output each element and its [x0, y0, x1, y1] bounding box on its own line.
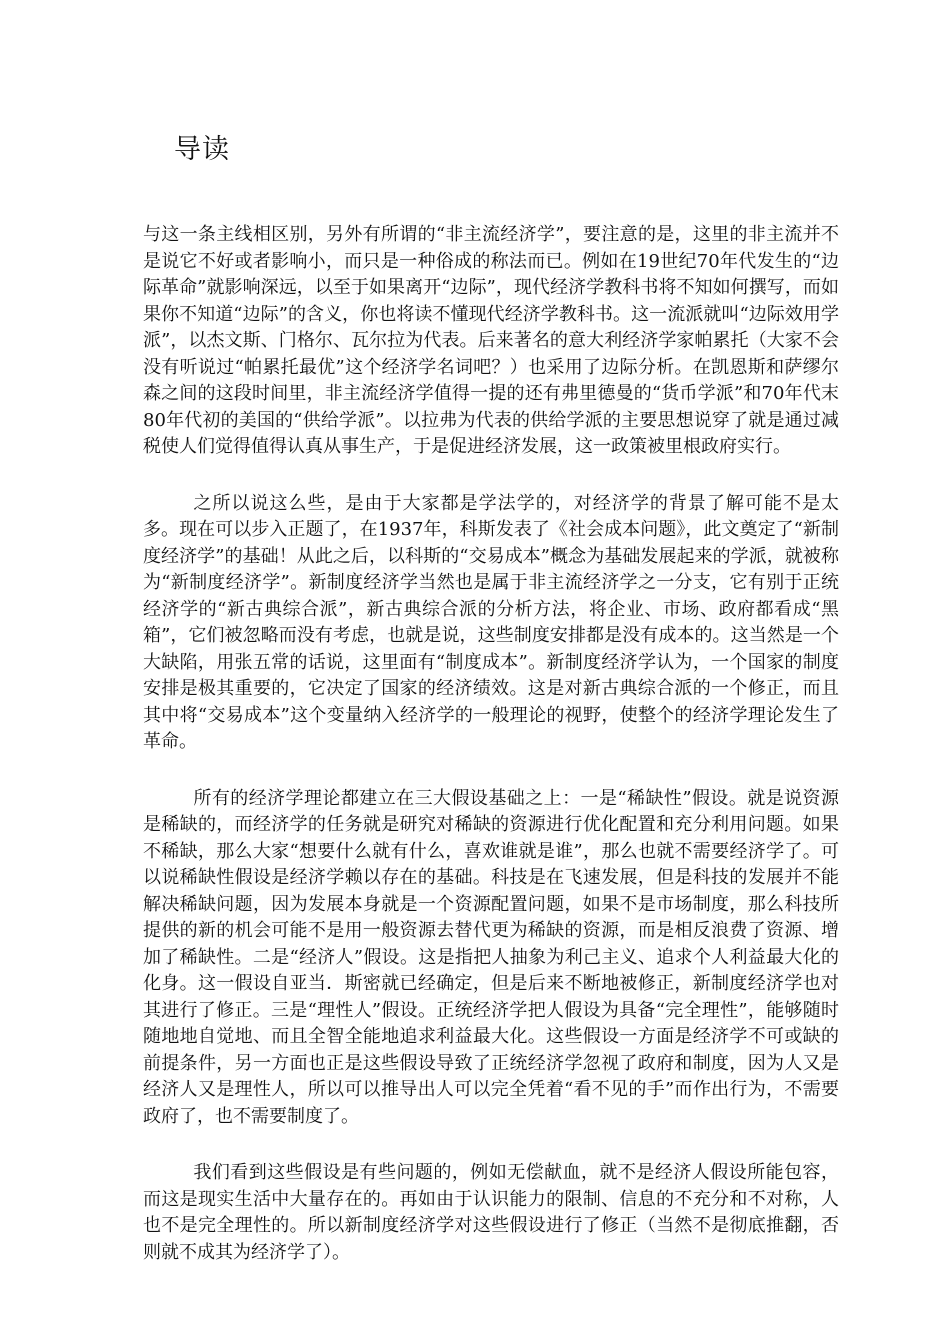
document-body	[143, 222, 839, 1296]
paragraph-1: 与这一条主线相区别，另外有所谓的“非主流经济学”，要注意的是，这里的非主流并不是说它不好或者影响小，而只是一种俗成的称法而已。例如在19世纪70年代发生的“边际革命”就影响深远，以至于如果离开“边际”，现代经济学教科书将不知如何撰写，而如果你不知道“边际”的含义，你也将读不懂现代经济学教科书。这一流派就叫“边际效用学派”，以杰文斯、门格尔、瓦尔拉为代表。后来著名的意大利经济学家帕累托（大家不会没有听说过“帕累托最优”这个经济学名词吧？）也采用了边际分析。在凯恩斯和萨缪尔森之间的这段时间里，非主流经济学值得一提的还有弗里德曼的“货币学派”和70年代末80年代初的美国的“供给学派”。以拉弗为代表的供给学派的主要思想说穿了就是通过减税使人们觉得值得认真从事生产，于是促进经济发展，这一政策被里根政府实行。	[143, 224, 839, 457]
paragraph-4: 我们看到这些假设是有些问题的，例如无偿献血，就不是经济人假设所能包容，而这是现实生活中大量存在的。再如由于认识能力的限制、信息的不充分和不对称，人也不是完全理性的。所以新制度经济学对这些假设进行了修正（当然不是彻底推翻，否则就不成其为经济学了）。	[143, 1162, 839, 1263]
page-title: 导读	[174, 134, 230, 165]
paragraph-3: 所有的经济学理论都建立在三大假设基础之上：一是“稀缺性”假设。就是说资源是稀缺的，而经济学的任务就是研究对稀缺的资源进行优化配置和充分利用问题。如果不稀缺，那么大家“想要什么就有什么，喜欢谁就是谁”，那么也就不需要经济学了。可以说稀缺性假设是经济学赖以存在的基础。科技是在飞速发展，但是科技的发展并不能解决稀缺问题，因为发展本身就是一个资源配置问题，如果不是市场制度，那么科技所提供的新的机会可能不是用一般资源去替代更为稀缺的资源，而是相反浪费了资源、增加了稀缺性。二是“经济人”假设。这是指把人抽象为利己主义、追求个人利益最大化的化身。这一假设自亚当．斯密就已经确定，但是后来不断地被修正，新制度经济学也对其进行了修正。三是“理性人”假设。正统经济学把人假设为具备“完全理性”，能够随时随地地自觉地、而且全智全能地追求利益最大化。这些假设一方面是经济学不可或缺的前提条件，另一方面也正是这些假设导致了正统经济学忽视了政府和制度，因为人又是经济人又是理性人，所以可以推导出人可以完全凭着“看不见的手”而作出行为，不需要政府了，也不需要制度了。	[143, 787, 839, 1127]
paragraph-2: 之所以说这么些，是由于大家都是学法学的，对经济学的背景了解可能不是太多。现在可以步入正题了，在1937年，科斯发表了《社会成本问题》，此文奠定了“新制度经济学”的基础！从此之后，以科斯的“交易成本”概念为基础发展起来的学派，就被称为“新制度经济学”。新制度经济学当然也是属于非主流经济学之一分支，它有别于正统经济学的“新古典综合派”，新古典综合派的分析方法，将企业、市场、政府都看成“黑箱”，它们被忽略而没有考虑，也就是说，这些制度安排都是没有成本的。这当然是一个大缺陷，用张五常的话说，这里面有“制度成本”。新制度经济学认为，一个国家的制度安排是极其重要的，它决定了国家的经济绩效。这是对新古典综合派的一个修正，而且其中将“交易成本”这个变量纳入经济学的一般理论的视野，使整个的经济学理论发生了革命。	[143, 492, 839, 752]
